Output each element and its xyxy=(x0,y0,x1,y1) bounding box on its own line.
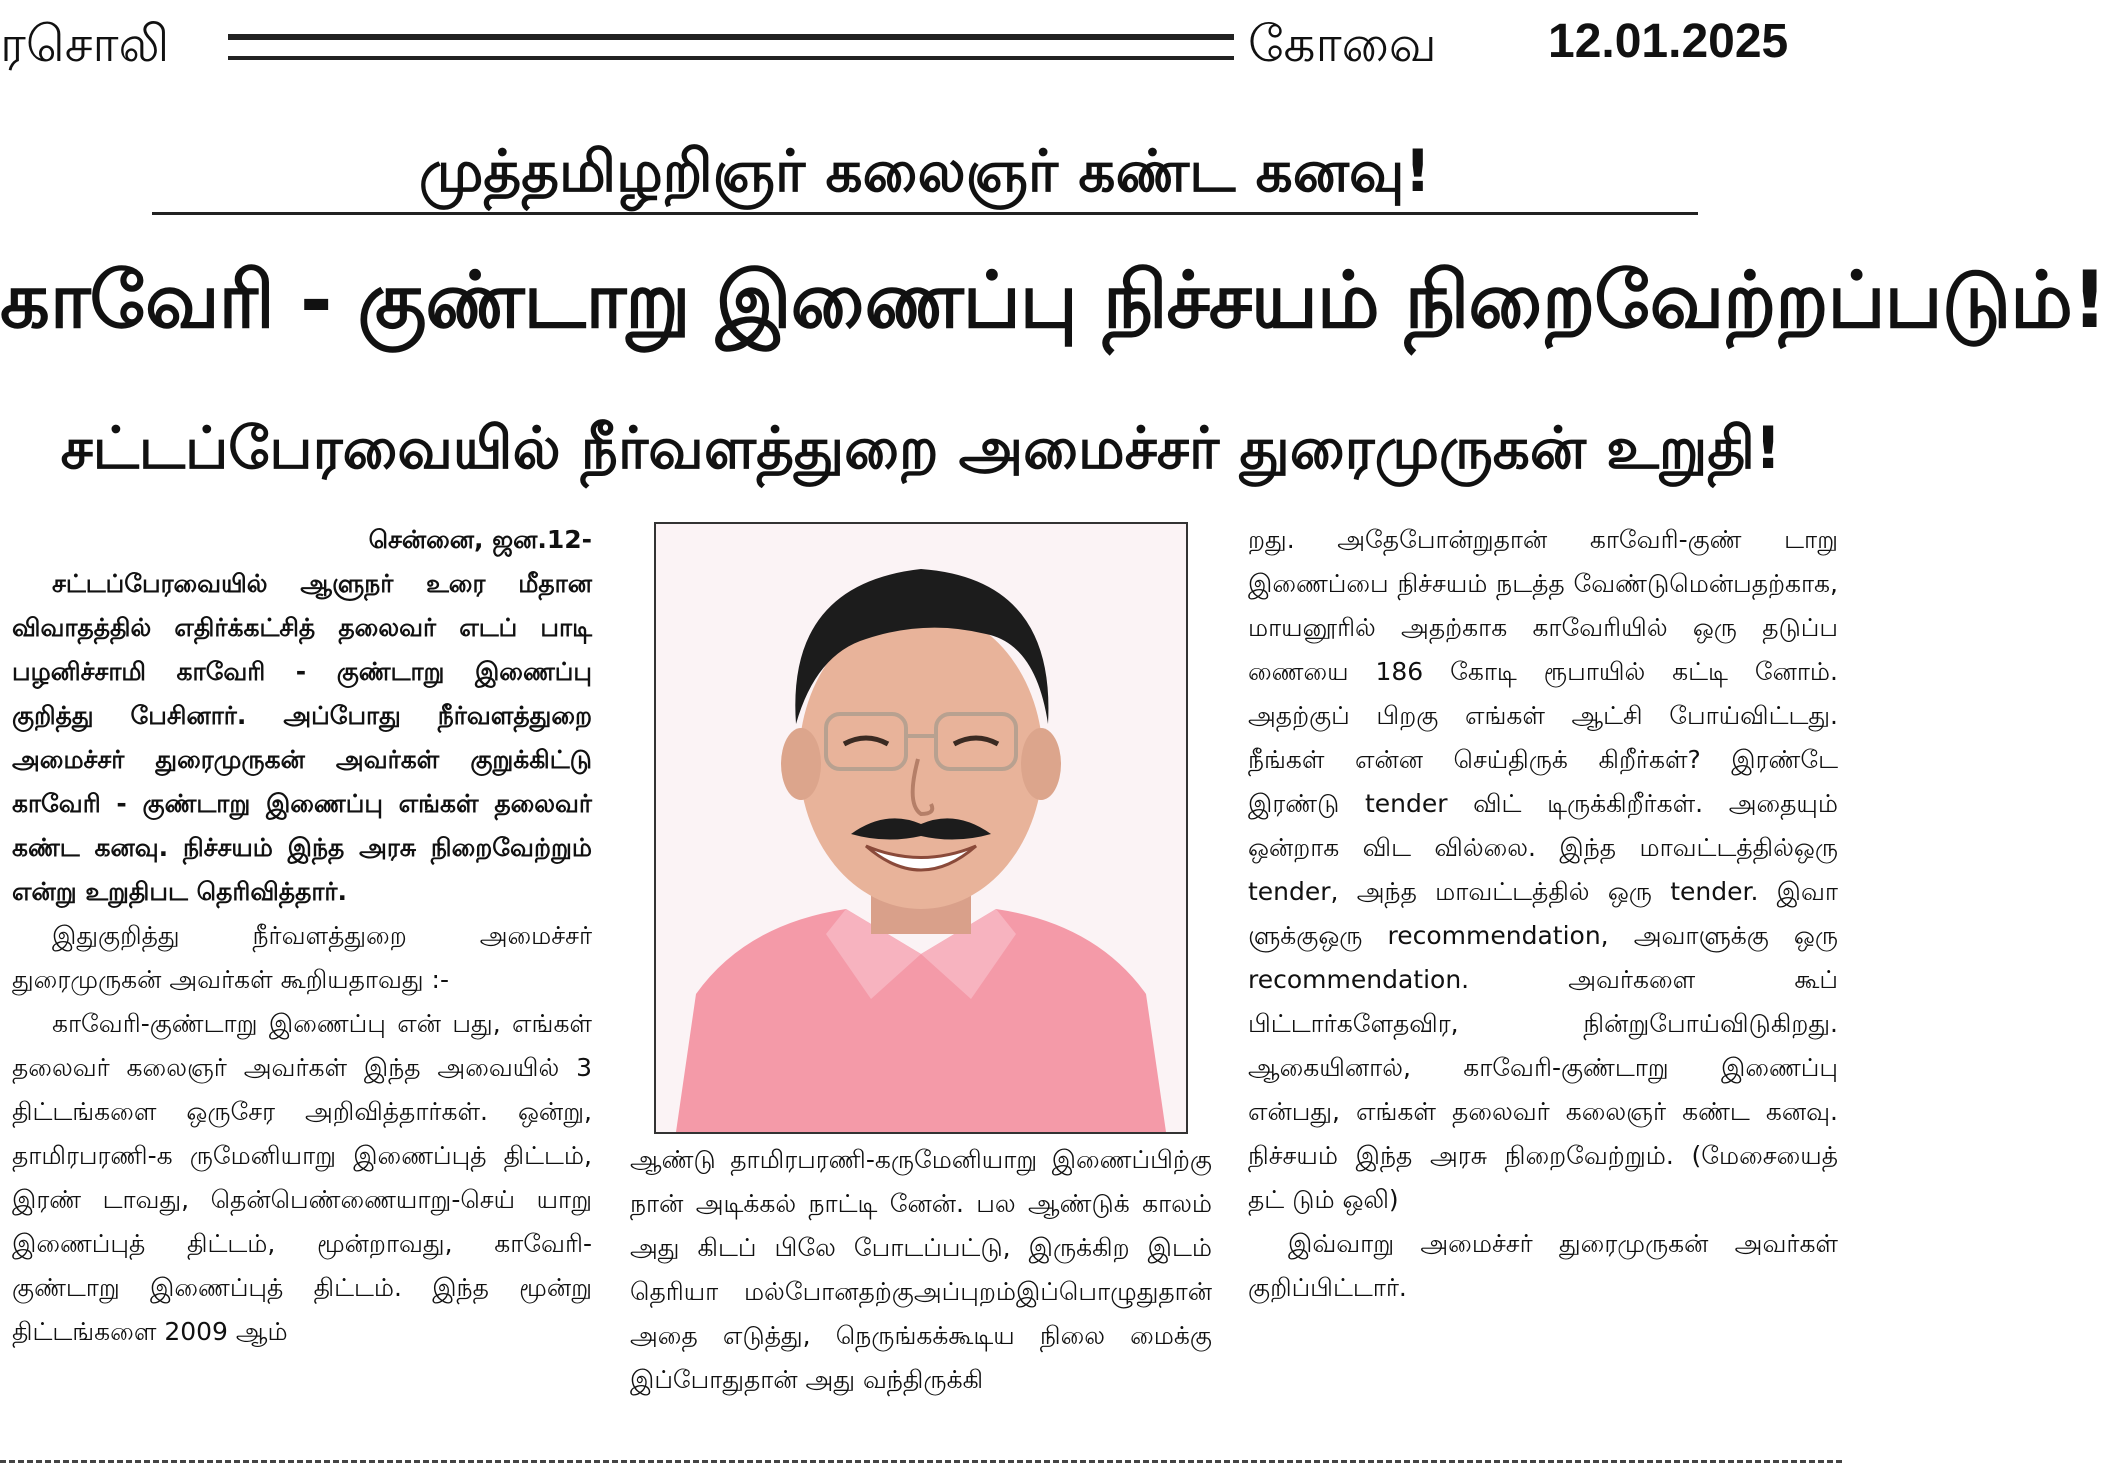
article-column-middle xyxy=(630,1138,1212,1450)
article-column-left xyxy=(12,518,592,1448)
minister-photo xyxy=(654,522,1188,1134)
ear-left xyxy=(781,728,821,800)
edition-date: 12.01.2025 xyxy=(1548,15,1789,68)
lead-paragraph: சட்டப்பேரவையில் ஆளுநர் உரை மீதான விவாதத்தில் எதிர்க்கட்சித் தலைவர் எடப் பாடி பழனிச்சாமி காவேரி - குண்டாறு இணைப்பு குறித்து பேசினார். அப்போது நீர்வளத்துறை அமைச்சர் துரைமுருகன் அவர்கள் குறுக்கிட்டு காவேரி - குண்டாறு இணைப்பு எங்கள் தலைவர் கண்ட கனவு. நிச்சயம் இந்த அரசு நிறைவேற்றும் என்று உறுதிபட தெரிவித்தார். xyxy=(12,569,592,906)
closing-paragraph: இவ்வாறு அமைச்சர் துரைமுருகன் அவர்கள் குறிப்பிட்டார். xyxy=(1248,1229,1838,1302)
portrait-illustration xyxy=(656,524,1186,1132)
paragraph: இதுகுறித்து நீர்வளத்துறை அமைச்சர் துரைமுருகன் அவர்கள் கூறியதாவது :- xyxy=(12,921,592,994)
masthead-double-rule xyxy=(228,34,1234,60)
article-column-right xyxy=(1248,518,1838,1448)
masthead xyxy=(0,8,1842,86)
sub-headline: சட்டப்பேரவையில் நீர்வளத்துறை அமைச்சர் துரைமுருகன் உறுதி! xyxy=(60,414,1782,482)
paragraph: றது. அதேபோன்றுதான் காவேரி-குண் டாறு இணைப்பை நிச்சயம் நடத்த வேண்டுமென்பதற்காக, மாயனூரில் அதற்காக காவேரியில் ஒரு தடுப்ப ணையை 186 கோடி ரூபாயில் கட்டி னோம். அதற்குப் பிறகு எங்கள் ஆட்சி போய்விட்டது. நீங்கள் என்ன செய்திருக் கிறீர்கள்? இரண்டே இரண்டு tender விட் டிருக்கிறீர்கள். அதையும் ஒன்றாக விட வில்லை. இந்த மாவட்டத்தில்ஒரு tender, அந்த மாவட்டத்தில் ஒரு tender. இவா ளுக்குஒரு recommendation, அவாளுக்கு ஒரு recommendation. அவர்களை கூப் பிட்டார்களேதவிர, நின்றுபோய்விடுகிறது. ஆகையினால், காவேரி-குண்டாறு இணைப்பு என்பது, எங்கள் தலைவர் கலைஞர் கண்ட கனவு. நிச்சயம் இந்த அரசு நிறைவேற்றும். (மேசையைத் தட் டும் ஒலி) xyxy=(1248,525,1838,1214)
main-headline: காவேரி - குண்டாறு இணைப்பு நிச்சயம் நிறைவேற்றப்படும்! xyxy=(0,256,2107,346)
ear-right xyxy=(1021,728,1061,800)
paragraph: காவேரி-குண்டாறு இணைப்பு என் பது, எங்கள் தலைவர் கலைஞர் அவர்கள் இந்த அவையில் 3 திட்டங்களை ஒருசேர அறிவித்தார்கள். ஒன்று, தாமிரபரணி-க ருமேனியாறு இணைப்புத் திட்டம், இரண் டாவது, தென்பெண்ணையாறு-செய் யாறு இணைப்புத் திட்டம், மூன்றாவது, காவேரி-குண்டாறு இணைப்புத் திட்டம். இந்த மூன்று திட்டங்களை 2009 ஆம் xyxy=(12,1009,592,1346)
paragraph: ஆண்டு தாமிரபரணி-கருமேனியாறு இணைப்பிற்கு நான் அடிக்கல் நாட்டி னேன். பல ஆண்டுக் காலம் அது கிடப் பிலே போடப்பட்டு, இருக்கிற இடம் தெரியா மல்போனதற்குஅப்புறம்இப்பொழுதுதான் அதை எடுத்து, நெருங்கக்கூடிய நிலை மைக்கு இப்போதுதான் அது வந்திருக்கி xyxy=(630,1145,1212,1394)
newspaper-name: ரசொலி xyxy=(0,15,170,73)
dateline: சென்னை, ஜன.12- xyxy=(368,525,592,554)
kicker-headline: முத்தமிழறிஞர் கலைஞர் கண்ட கனவு! xyxy=(419,137,1431,205)
edition-city: கோவை xyxy=(1248,15,1437,73)
footer-dashed-rule xyxy=(0,1460,1842,1463)
kicker-underline xyxy=(152,212,1698,215)
